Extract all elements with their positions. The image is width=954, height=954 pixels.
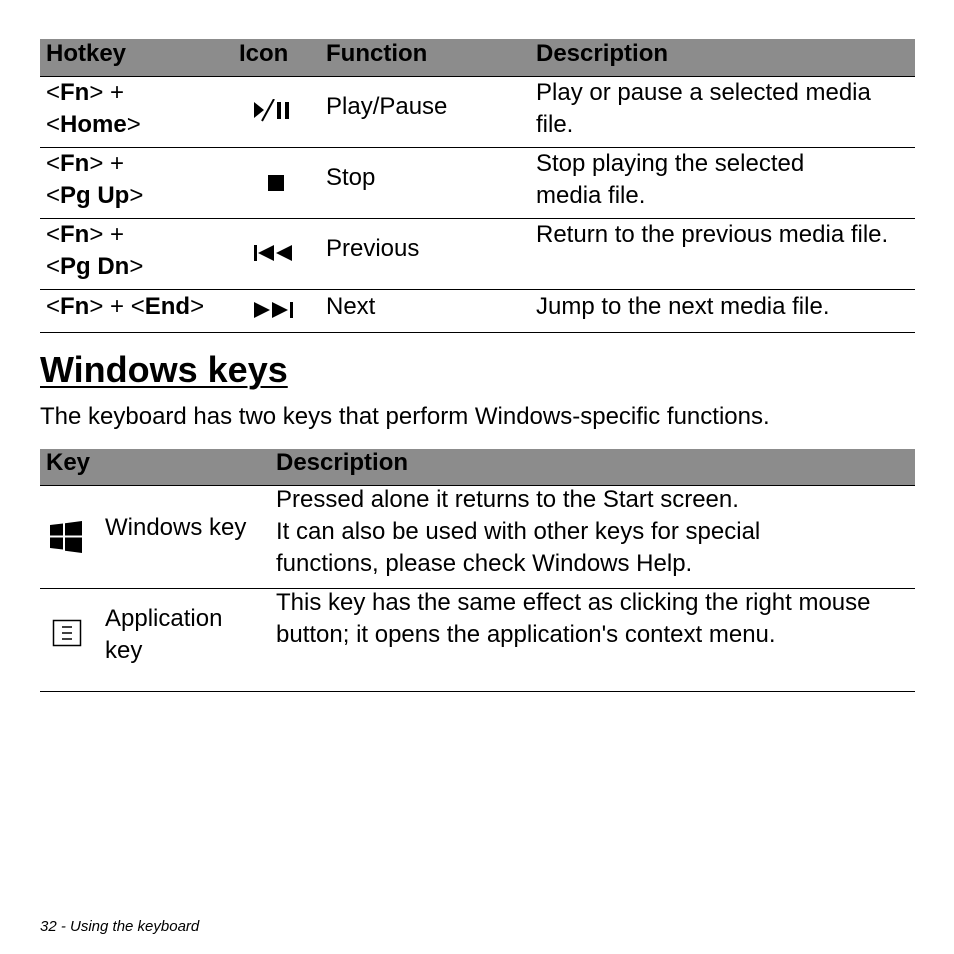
hotkey-combo: <Fn> + <Pg Up> (46, 150, 144, 209)
key-description-line-2: It can also be used with other keys for special functions, please check Windows Help. (276, 518, 761, 577)
section-intro: The keyboard has two keys that perform Windows-specific functions. (40, 403, 770, 430)
hotkey-table-header (40, 39, 915, 77)
fn-key: Fn (60, 79, 90, 106)
key-name: Windows key (105, 514, 247, 541)
windows-key-row (40, 486, 915, 589)
application-menu-icon (52, 619, 82, 647)
function-description: Return to the previous media file. (536, 221, 889, 248)
function-description: Play or pause a selected media file. (536, 79, 871, 138)
section-title: Windows keys (40, 349, 288, 390)
header-key: Key (46, 449, 91, 476)
hotkey-row-previous (40, 219, 915, 290)
hotkey-combo: <Fn> + <End> (46, 293, 205, 320)
next-icon (252, 300, 298, 320)
stop-icon (267, 174, 285, 192)
previous-icon (252, 243, 298, 263)
pg-dn-key: Pg Dn (60, 253, 130, 280)
header-hotkey: Hotkey (46, 40, 127, 67)
key-description: This key has the same effect as clicking the right mouse button; it opens the application's context menu. (276, 589, 871, 648)
header-description: Description (276, 449, 409, 476)
windows-logo-icon (49, 520, 83, 554)
hotkey-row-next (40, 290, 915, 333)
header-description: Description (536, 40, 669, 67)
hotkey-row-play-pause (40, 77, 915, 148)
function-name: Previous (326, 235, 420, 262)
hotkey-combo: <Fn> + <Home> (46, 79, 141, 138)
key-description-line-1: Pressed alone it returns to the Start screen. (276, 486, 739, 513)
end-key: End (144, 293, 191, 320)
hotkey-row-stop (40, 148, 915, 219)
home-key: Home (60, 111, 127, 138)
key-name: Application key (105, 605, 223, 664)
fn-key: Fn (60, 150, 90, 177)
hotkey-combo: <Fn> + <Pg Dn> (46, 221, 144, 280)
windows-table-header (40, 449, 915, 486)
function-description: Jump to the next media file. (536, 293, 830, 320)
fn-key: Fn (60, 221, 90, 248)
header-function: Function (326, 40, 428, 67)
header-icon: Icon (239, 40, 289, 67)
page-footer: 32 - Using the keyboard (40, 918, 200, 935)
function-name: Next (326, 293, 376, 320)
play-pause-icon (252, 99, 298, 123)
application-key-row (40, 589, 915, 692)
fn-key: Fn (60, 293, 90, 320)
function-name: Stop (326, 164, 376, 191)
pg-up-key: Pg Up (60, 182, 130, 209)
function-name: Play/Pause (326, 93, 448, 120)
function-description: Stop playing the selected media file. (536, 150, 805, 209)
